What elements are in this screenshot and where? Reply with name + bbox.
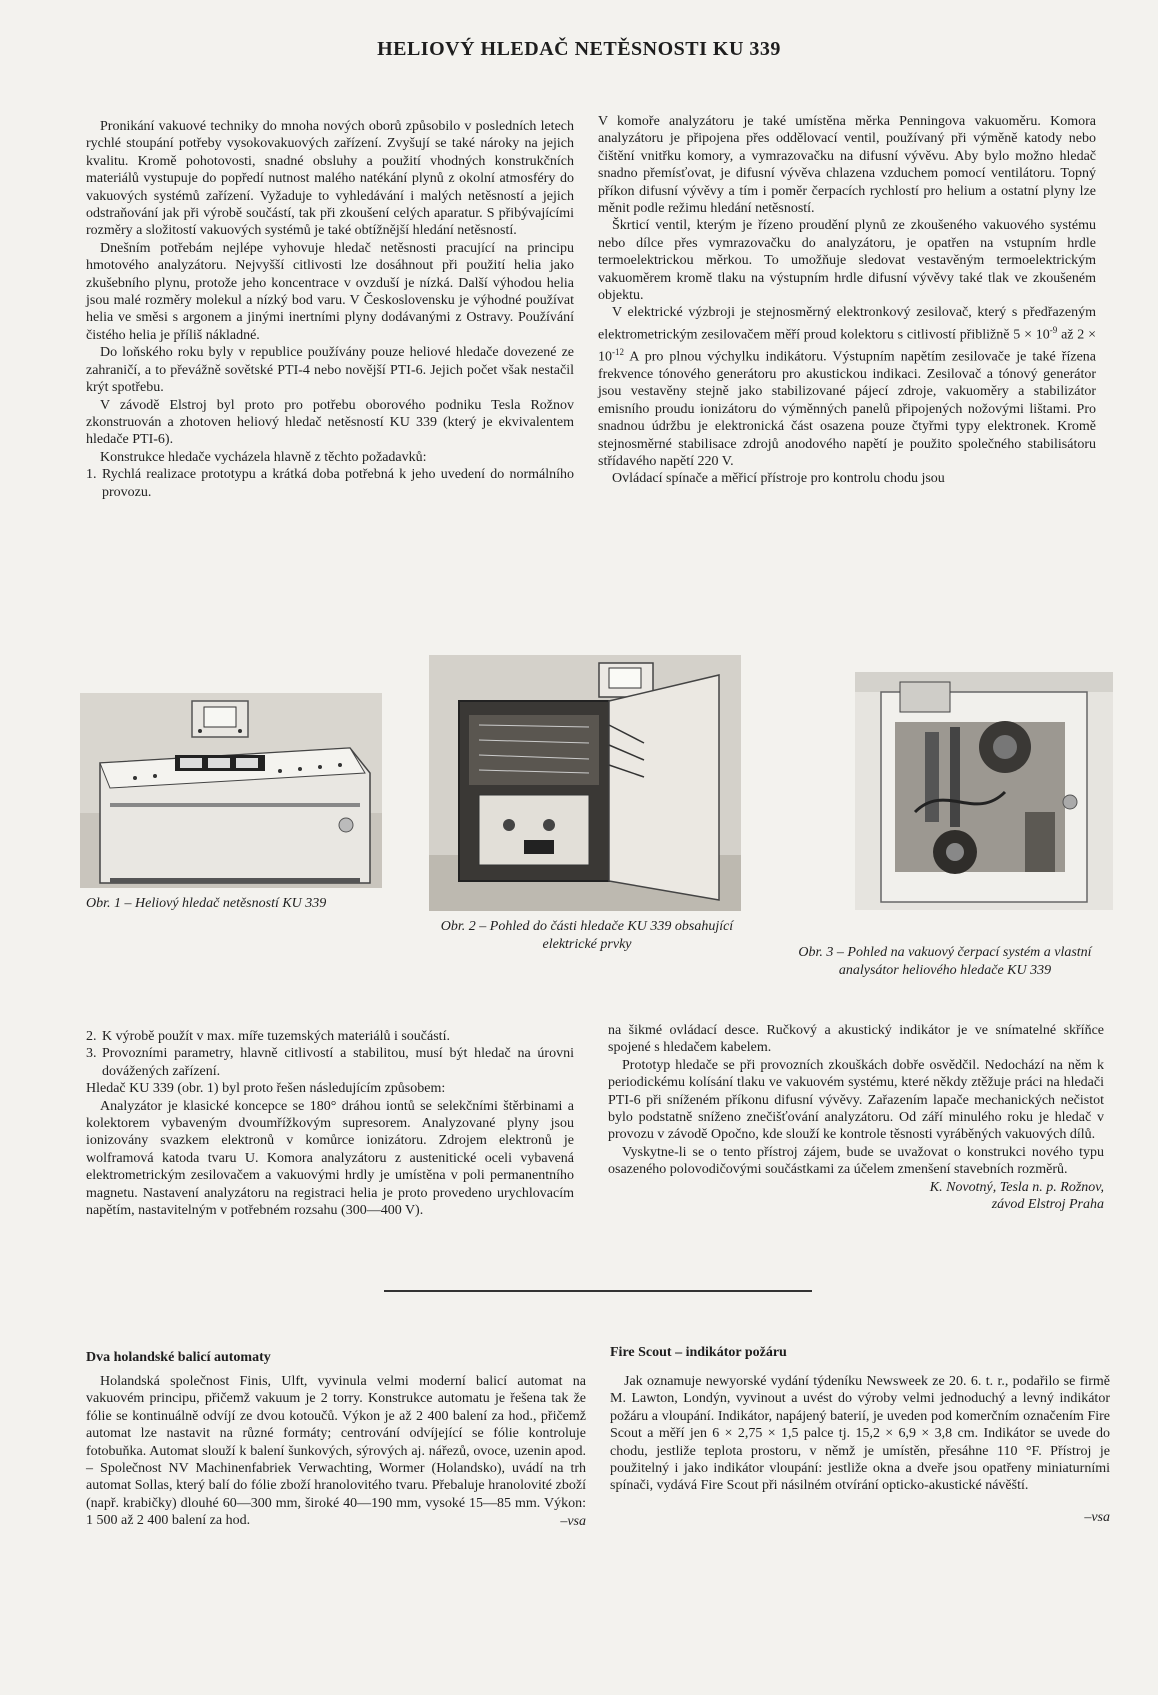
article-column-right-top: [598, 113, 1096, 488]
article-column-right-bottom: [608, 1022, 1104, 1213]
paragraph: Prototyp hledače se při provozních zkouškách dobře osvědčil. Nedochází na něm k periodickému kolísání tlaku ve vakuovém systému, které někdy ztěžuje práci na hledači PTI-6 při sníženém příkonu difusní vývěvy. Zařazením lapače mechanických nečistot bylo podstatně sníženo znečišťování analyzátoru. Od září minulého roku je hledač v provozu v závodě Opočno, kde slouží ke kontrole těsnosti vyráběných vakuových dílů.: [608, 1057, 1104, 1143]
list-text: Provozními parametry, hlavně citlivostí a stabilitou, musí být hledač na úrovni dovážených zařízení.: [102, 1046, 574, 1079]
paragraph: Škrticí ventil, kterým je řízeno proudění plynů ze zkoušeného vakuového systému nebo dílce přes vymrazovačku do analyzátoru, je opatřen na vstupním hrdle termoelektrickou měrkou. To umožňuje sledovat vestavěným termoelektrickým vakuoměrem kromě tlaku na výstupním hrdle difusní vývěvy také tlak ve zkoušeném objektu.: [598, 218, 1096, 304]
list-item: [86, 1028, 574, 1045]
text-run: A pro plnou výchylku indikátoru. Výstupním napětím zesilovače je také řízena frekvence tónového generátoru pro akustickou indikaci. Zesilovač a tónový generátor jsou vestavěny stejně jako stabilizované pájecí zdroje, vakuoměry a stabilizátor emisního proudu ionizátoru do výměnných panelů připojených nožovými lištami. Pro snadnou údržbu je elektronická část osazena pouze čtyřmi typy elektronek. Kromě stejnosměrné stabilisace zdrojů anodového napětí je použito společného stabilisátoru střídavého napětí 220 V.: [598, 349, 1096, 470]
page-title: HELIOVÝ HLEDAČ NETĚSNOSTI KU 339: [377, 38, 781, 60]
section-divider: [384, 1290, 812, 1292]
paragraph: Dnešním potřebám nejlépe vyhovuje hledač netěsnosti pracující na principu hmotového analyzátoru. Nejvyšší citlivosti lze dosáhnout při použití helia jako zkušebního plynu, protože jeho koncentrace v ovzduší je nízká. Další výhodou helia jsou malé rozměry molekul a nízký bod varu. V Československu je výhodné používat helia ve směsi s argonem a jinými inertními plyny dodávanými z Ostravy. Používání čistého helia je příliš nákladné.: [86, 240, 574, 343]
article-column-left-bottom: [86, 1028, 574, 1219]
paragraph: Pronikání vakuové techniky do mnoha nových oborů způsobilo v posledních letech rychlé stoupání potřeby vysokovakuových zařízení. Zvyšují se také nároky na jejich kvalitu. Kromě pohotovosti, snadné obsluhy a použití vhodných konstrukčních materiálů vystupuje do popředí nutnost malého natékání plynů z okolní atmosféry do vakuových systémů zařízení. Vyžaduje to vyhledávání i malých netěsností a jejich odstraňování jak při výrobě součástí, tak při zkoušení celých aparatur. S přibývajícími rozměry a složitostí vakuových systémů je také obtížnější hledání netěsností.: [86, 119, 574, 239]
list-number: 2.: [86, 1029, 97, 1044]
author-signature: K. Novotný, Tesla n. p. Rožnov,: [929, 1179, 1104, 1195]
paragraph: Jak oznamuje newyorské vydání týdeníku Newsweek ze 20. 6. t. r., podařilo se firmě M. Lawton, Londýn, vyvinout a uvést do výroby velmi jednoduchý a levný indikátor požáru a vloupání. Indikátor, napájený baterií, je uveden pod komerčním označením Fire Scout a měří jen 6 × 2,75 × 1,5 palce tj. 15,2 × 6,9 × 3,8 cm. Indikátor se uvede do chodu, jestliže teplota prostoru, v němž je umístěn, přesáhne 110 °F. Přístroj je použitelný i jako indikátor vloupání: jestliže okna a dveře jsou opatřeny miniaturními spínači, vydává Fire Scout při násilném otvírání opticko-akustické návěští.: [610, 1374, 1110, 1494]
news-heading-packaging: Dva holandské balicí automaty: [86, 1350, 271, 1365]
figure-3-photo: [855, 672, 1113, 910]
text-run: až 2 × 10: [598, 327, 1097, 365]
list-item: [86, 1045, 574, 1080]
list-text: K výrobě použít v max. míře tuzemských materiálů i součástí.: [102, 1029, 450, 1044]
news-item-packaging: [86, 1373, 586, 1530]
text-run: V elektrické výzbroji je stejnosměrný elektronkový zesilovač, který s předřazeným elektrometrickým zesilovačem měří proud kolektoru s citlivostí přibližně 5 × 10: [598, 305, 1096, 343]
author-tag: –vsa: [560, 1513, 586, 1529]
figure-1-photo: [80, 693, 382, 888]
paragraph: V závodě Elstroj byl proto pro potřebu oborového podniku Tesla Rožnov zkonstruován a zhotoven heliový hledač netěsností KU 339 (který je ekvivalentem hledače PTI-6).: [86, 397, 574, 448]
author-affiliation: závod Elstroj Praha: [991, 1197, 1104, 1213]
list-number: 1.: [86, 467, 97, 483]
paragraph: V komoře analyzátoru je také umístěna měrka Penningova vakuoměru. Komora analyzátoru je připojena přes oddělovací ventil, používaný při výměně katody nebo čištění vnitřku komory, a vymrazovačku na difusní vývěvu. Aby bylo možno hledač snadno přemísťovat, je difusní vývěva chlazena vzduchem pomocí ventilátoru. Topný příkon difusní vývěvy a tím i poměr čerpacích rychlostí pro helium a ostatní plyny lze měnit podle režimu hledání netěsností.: [598, 114, 1096, 217]
article-column-left-top: [86, 118, 574, 501]
exponent: -9: [1049, 324, 1058, 335]
paragraph: [598, 304, 1096, 470]
figure-2-caption: Obr. 2 – Pohled do části hledače KU 339 obsahující elektrické prvky: [440, 919, 734, 952]
paragraph: na šikmé ovládací desce. Ručkový a akustický indikátor je ve snímatelné skříňce spojené s hledačem kabelem.: [608, 1023, 1104, 1056]
news-heading-fire-scout: Fire Scout – indikátor požáru: [610, 1345, 787, 1360]
author-tag: –vsa: [1084, 1509, 1110, 1525]
figure-3-caption: Obr. 3 – Pohled na vakuový čerpací systém a vlastní analysátor heliového hledače KU 339: [798, 945, 1092, 978]
list-item: [86, 466, 574, 501]
list-number: 3.: [86, 1046, 97, 1062]
figure-2-photo: [429, 655, 741, 911]
exponent: -12: [612, 346, 624, 357]
paragraph: Konstrukce hledače vycházela hlavně z těchto požadavků:: [100, 449, 427, 465]
news-item-fire-scout: [610, 1373, 1110, 1526]
paragraph: Ovládací spínače a měřicí přístroje pro kontrolu chodu jsou: [612, 471, 945, 487]
figure-1-caption: Obr. 1 – Heliový hledač netěsností KU 339: [86, 896, 327, 911]
paragraph: Vyskytne-li se o tento přístroj zájem, bude se uvažovat o konstrukci nového typu osazeného polovodičovými součástkami za účelem zmenšení stavebních rozměrů.: [608, 1144, 1104, 1178]
list-text: Rychlá realizace prototypu a krátká doba potřebná k jeho uvedení do normálního provozu.: [102, 467, 574, 500]
paragraph: Analyzátor je klasické koncepce se 180° dráhou iontů se selekčními štěrbinami a kolektorem vybaveným dvoumřížkovým supresorem. Analyzované plyny jsou ionizovány svazkem elektronů v komůrce ionizátoru. Zdrojem elektronů je wolframová katoda tvaru U. Komora analyzátoru z austenitické oceli vybavená elektrometrickým zesilovačem a vakuovými hrdly je umístěna v poli permanentního magnetu. Nastavení analyzátoru na registraci helia je proto provedeno urychlovacím napětím, nastavitelným v potřebném rozsahu (300—400 V).: [86, 1098, 574, 1219]
paragraph: Hledač KU 339 (obr. 1) byl proto řešen následujícím způsobem:: [86, 1081, 446, 1097]
paragraph: Do loňského roku byly v republice používány pouze heliové hledače dovezené ze zahraničí, a to převážně sovětské PTI-4 nebo novější PTI-6. Jejich počet však nestačil krýt spotřebu.: [86, 345, 574, 396]
paragraph: Holandská společnost Finis, Ulft, vyvinula velmi moderní balicí automat na vakuovém principu, přičemž vakuum je 2 torry. Konstrukce automatu je řešena tak že fólie se kontinuálně odvíjí ze dvou kotoučů. Výkon je až 2 400 balení za hod., přičemž automat lze nastavit na různé formáty; centrování odvíjející se fólie kontroluje fotobuňka. Automat slouží k balení šunkových, sýrových aj. nářezů, ovoce, uzenin apod. – Společnost NV Machinenfabriek Verwachting, Wormer (Holandsko), uvádí na trh automat Sollas, který balí do fólie zboží hranolovitého tvaru. Přebaluje hranolovité zboží (např. krabičky) dlouhé 60—300 mm, široké 40—190 mm, vysoké 15—85 mm. Výkon: 1 500 až 2 400 balení za hod.: [86, 1374, 586, 1529]
